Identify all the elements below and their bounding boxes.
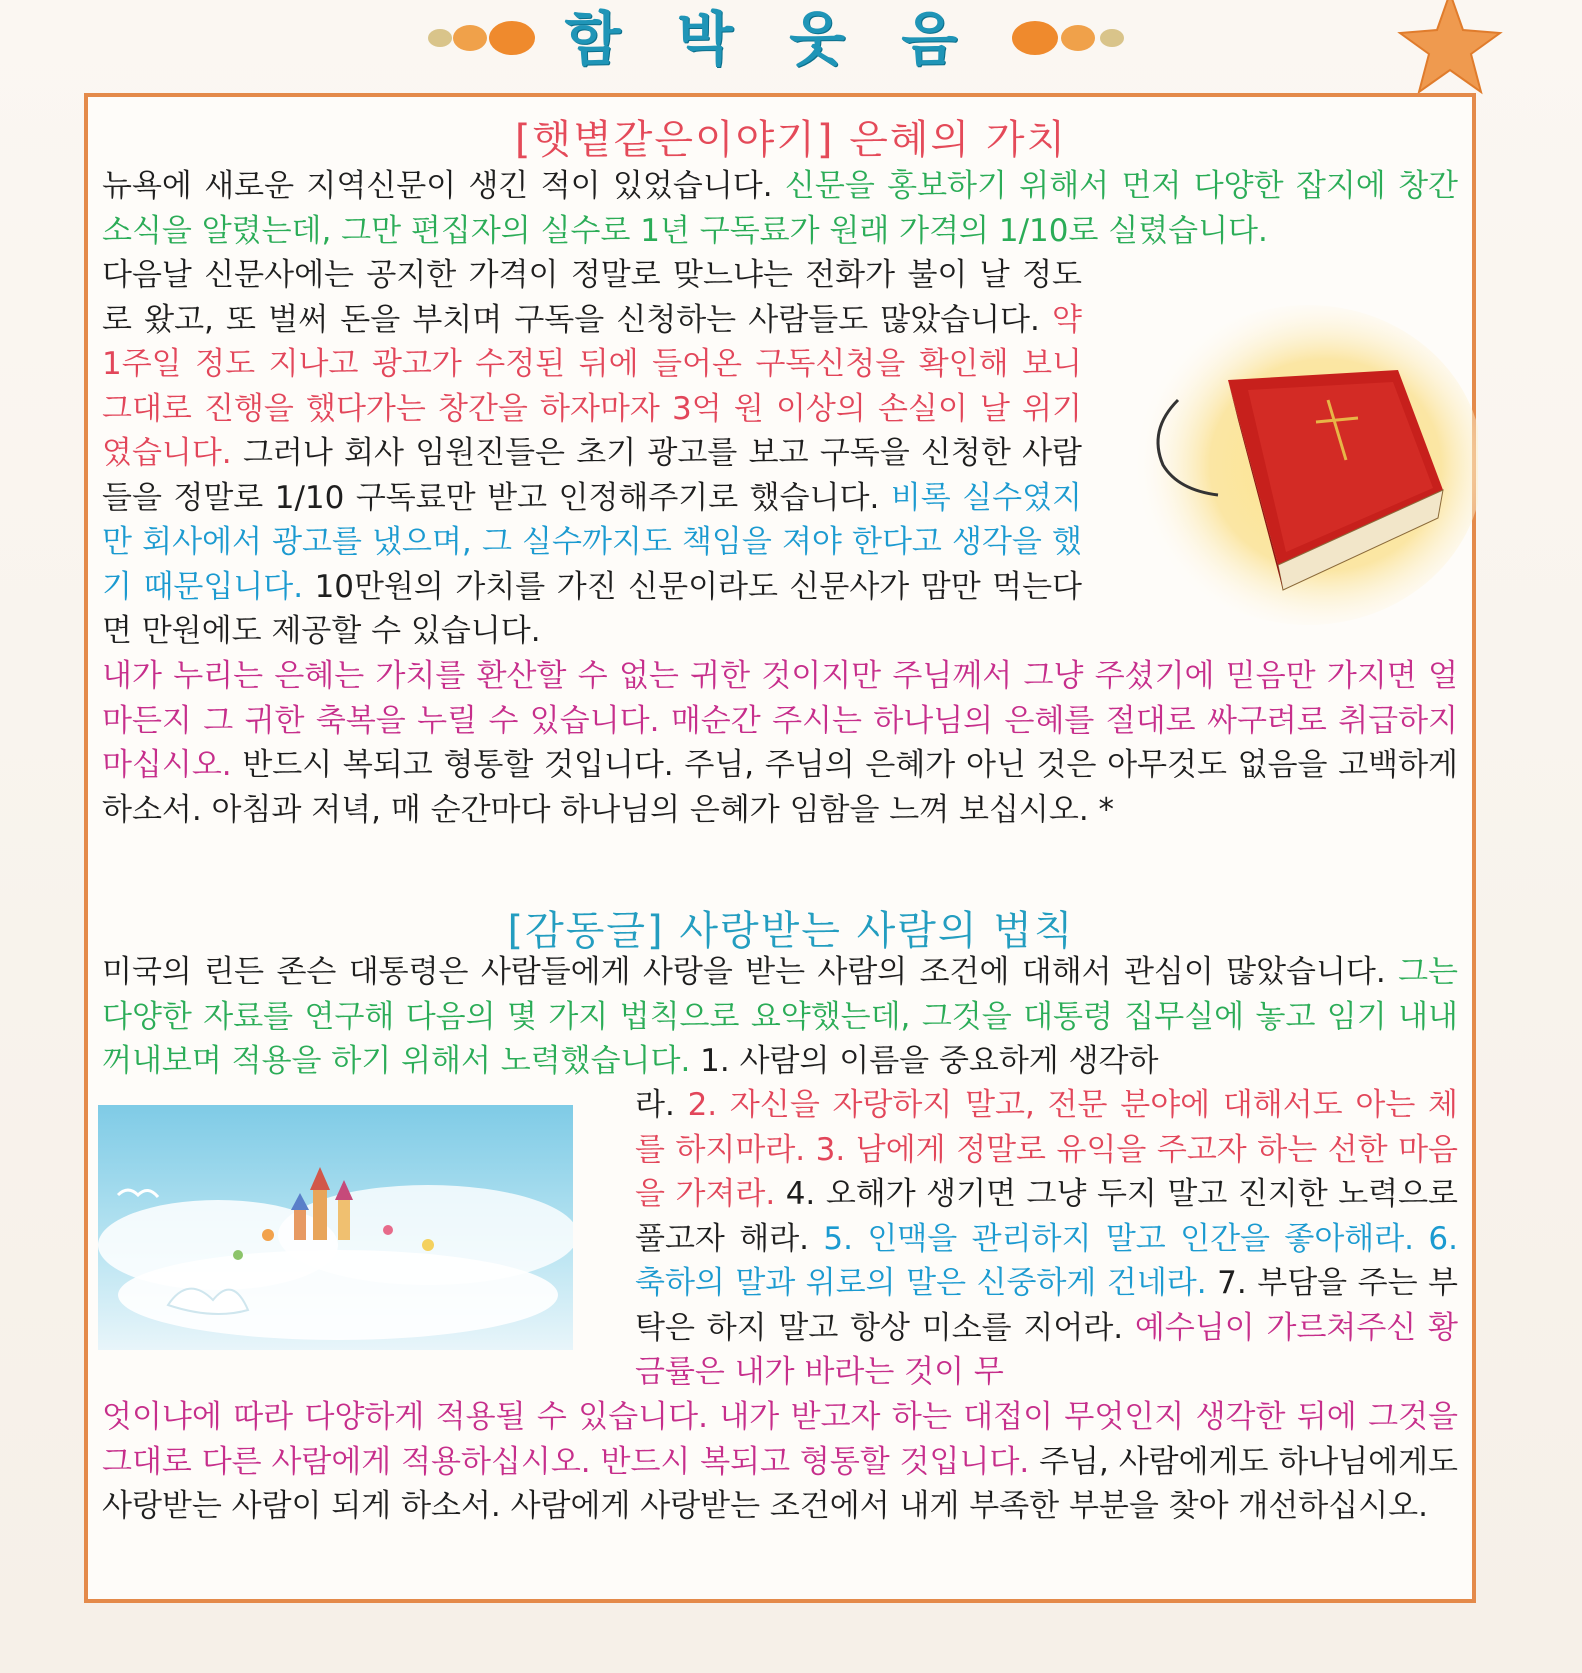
story2-intro-plain: 미국의 린든 존슨 대통령은 사람들에게 사랑을 받는 사람의 조건에 대해서 관심이 많았습니다.: [102, 954, 1399, 990]
story1-closing-plain: 반드시 복되고 형통할 것입니다. 주님, 주님의 은혜가 아닌 것은 아무것도 없음을 고백하게 하소서. 아침과 저녁, 매 순간마다 하나님의 은혜가 임함을 느껴 보십시오. *: [102, 747, 1458, 828]
decorative-dots-icon: [420, 18, 560, 58]
story2-closing-highlight: 엇이냐에 따라 다양하게 적용될 수 있습니다. 내가 받고자 하는 대접이 무엇인지 생각한 뒤에 그것을 그대로 다른 사람에게 적용하십시오. 반드시 복되고 형통할 것입니다.: [102, 1399, 1458, 1480]
story1-intro-plain: 뉴욕에 새로운 지역신문이 생긴 적이 있었습니다.: [102, 168, 785, 204]
story2-intro-plain: 1. 사람의 이름을 중요하게 생각하: [690, 1043, 1159, 1079]
story1-body-blue: 비록 실수였지만 회사에서 광고를 냈으며, 그 실수까지도 책임을 져야 한다고 생각을 했기 때문입니다.: [102, 479, 1083, 605]
story2-list-plain: 7. 부담을 주는 부탁은 하지 말고 항상 미소를 지어라.: [635, 1265, 1458, 1346]
story2-closing: [102, 1395, 1458, 1529]
decorative-dots-icon: [1000, 18, 1140, 58]
story2-list-plain: 4. 오해가 생기면 그냥 두지 말고 진지한 노력으로 풀고자 해라.: [635, 1176, 1458, 1257]
story1-intro: [102, 164, 1458, 253]
bible-book-illustration: [1108, 290, 1478, 630]
story1-body: [102, 253, 1082, 654]
story2-list: [635, 1083, 1458, 1395]
story1-title: [햇볕같은이야기] 은혜의 가치: [514, 117, 1068, 163]
story1-body-plain: 다음날 신문사에는 공지한 가격이 정말로 맞느냐는 전화가 불이 날 정도로 왔고, 또 벌써 돈을 부치며 구독을 신청하는 사람들도 많았습니다.: [102, 257, 1082, 338]
story2-list-blue: 5. 인맥을 관리하지 말고 인간을 좋아해라. 6. 축하의 말과 위로의 말은 신중하게 건네라.: [635, 1220, 1458, 1301]
story2-list-plain: 라.: [635, 1087, 688, 1123]
story1-intro-highlight: 신문을 홍보하기 위해서 먼저 다양한 잡지에 창간 소식을 알렸는데, 그만 편집자의 실수로 1년 구독료가 원래 가격의 1/10로 실렸습니다.: [102, 168, 1458, 249]
story1-body-plain: 그러나 회사 임원진들은 초기 광고를 보고 구독을 신청한 사람들을 정말로 1/10 구독료만 받고 인정해주기로 했습니다.: [102, 435, 1082, 516]
story2-closing-plain: 주님, 사람에게도 하나님에게도 사랑받는 사람이 되게 하소서. 사람에게 사랑받는 조건에서 내게 부족한 부분을 찾아 개선하십시오.: [102, 1443, 1458, 1524]
heavenly-city-illustration: [98, 1105, 573, 1350]
star-icon: [1395, 0, 1505, 98]
story1-closing-highlight: 내가 누리는 은혜는 가치를 환산할 수 없는 귀한 것이지만 주님께서 그냥 주셨기에 믿음만 가지면 얼마든지 그 귀한 축복을 누릴 수 있습니다. 매순간 주시는 하나님의 은혜를 절대로 싸구려로 취급하지 마십시오.: [102, 658, 1458, 783]
page-title: 함 박 웃 음: [564, 5, 976, 73]
story2-title: [감동글] 사랑받는 사람의 법칙: [507, 908, 1075, 954]
story2-closing-highlight-start: 예수님이 가르쳐주신 황금률은 내가 바라는 것이 무: [635, 1309, 1458, 1390]
story1-body-red: 약 1주일 정도 지나고 광고가 수정된 뒤에 들어온 구독신청을 확인해 보니 그대로 진행을 했다가는 창간을 하자마자 3억 원 이상의 손실이 날 위기였습니다.: [102, 301, 1082, 471]
page-header: [0, 0, 1582, 85]
story1-closing: [102, 654, 1458, 832]
story2-intro-highlight: 그는 다양한 자료를 연구해 다음의 몇 가지 법칙으로 요약했는데, 그것을 대통령 집무실에 놓고 임기 내내 꺼내보며 적용을 하기 위해서 노력했습니다.: [102, 954, 1458, 1079]
story1-body-plain: 10만원의 가치를 가진 신문이라도 신문사가 맘만 먹는다면 만원에도 제공할 수 있습니다.: [102, 568, 1082, 649]
story2-list-red: 2. 자신을 자랑하지 말고, 전문 분야에 대해서도 아는 체를 하지마라. 3. 남에게 정말로 유익을 주고자 하는 선한 마음을 가져라.: [635, 1087, 1458, 1212]
story2-intro: [102, 950, 1458, 1084]
